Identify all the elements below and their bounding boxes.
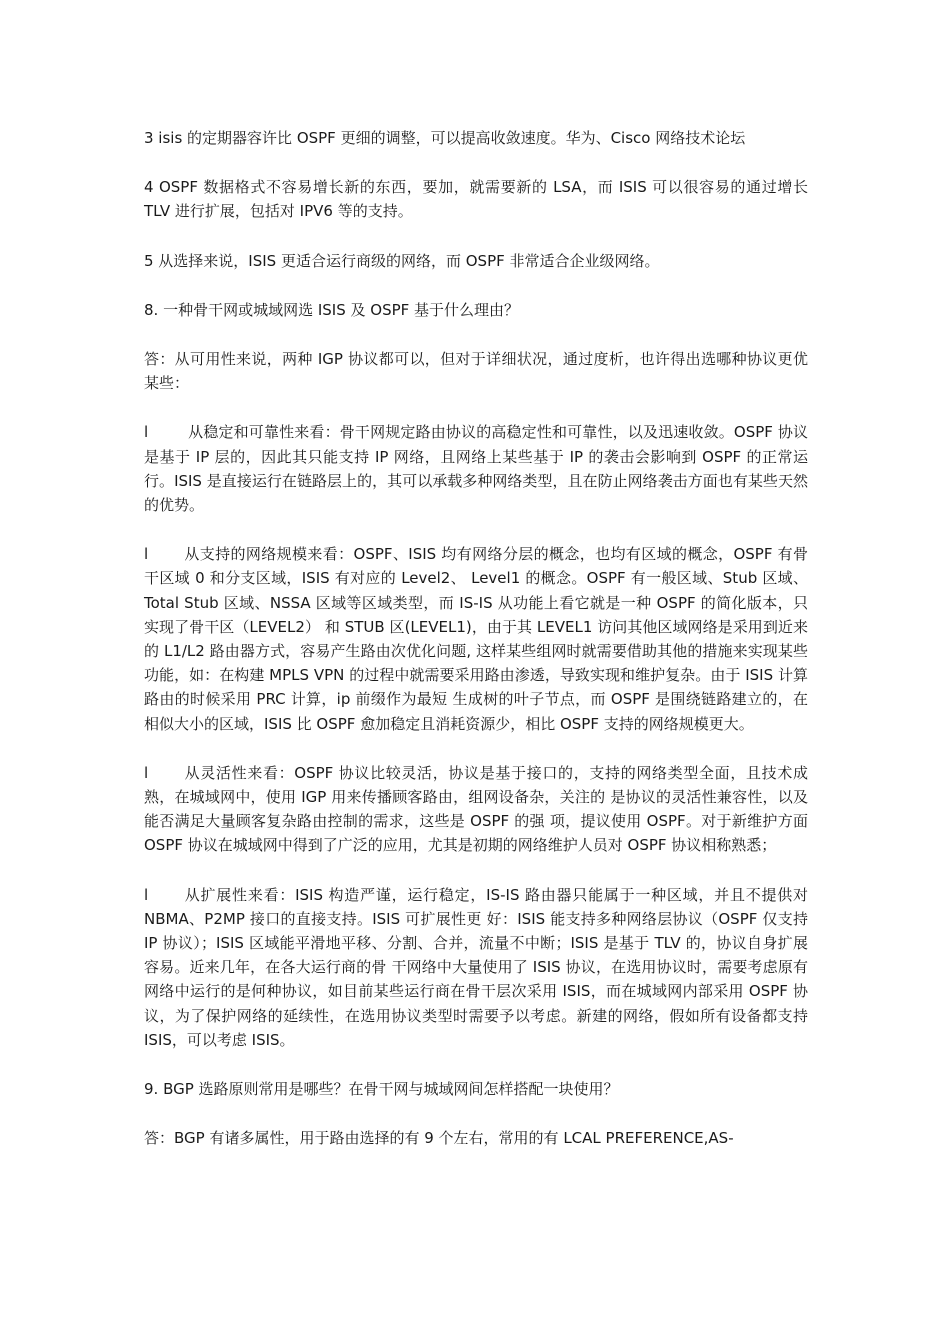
answer-9: 答：BGP 有诸多属性，用于路由选择的有 9 个左右，常用的有 LCAL PREFERENCE,AS-: [144, 1129, 734, 1148]
bullet-marker: l: [144, 763, 149, 782]
bullet-extensibility: [144, 883, 808, 1052]
bullet-marker: l: [144, 885, 149, 904]
bullet-marker: l: [144, 545, 149, 564]
paragraph-isis-timers: 3 isis 的定期器容许比 OSPF 更细的调整，可以提高收敛速度。华为、Cisco 网络技术论坛: [144, 129, 746, 147]
question-9: 9. BGP 选路原则常用是哪些？在骨干网与城域网间怎样搭配一块使用？: [144, 1080, 619, 1099]
bullet-flexibility: [144, 761, 808, 858]
bullet-text: 从支持的网络规模来看：OSPF、ISIS 均有网络分层的概念，也均有区域的概念，OSPF 有骨干区域 0 和分支区域，ISIS 有对应的 Level2、 Level1 的概念。OSPF 有一般区域、Stub 区域、Total Stub 区域、NSSA 区域等区域类型，而 IS-IS 从功能上看它就是一种 OSPF 的简化版本，只实现了骨干区（LEVEL2） 和 STUB 区(LEVEL1)，由于其 LEVEL1 访问其他区域网络是采用到近来的 L1/L2 路由器方式，容易产生路由次优化问题, 这样某些组网时就需要借助其他的措施来实现某些功能，如：在构建 MPLS VPN 的过程中就需要采用路由渗透，导致实现和维护复杂。由于 ISIS 计算路由的时候采用 PRC 计算，ip 前缀作为最短 生成树的叶子节点，而 OSPF 是围绕链路建立的，在相似大小的区域，ISIS 比 OSPF 愈加稳定且消耗资源少，相比 OSPF 支持的网络规模更大。: [144, 545, 808, 733]
bullet-stability: [144, 420, 808, 517]
paragraph-selection: 5 从选择来说，ISIS 更适合运行商级的网络，而 OSPF 非常适合企业级网络。: [144, 251, 660, 270]
paragraph-ospf-format: 4 OSPF 数据格式不容易增长新的东西，要加，就需要新的 LSA，而 ISIS 可以很容易的通过增长 TLV 进行扩展，包括对 IPV6 等的支持。: [144, 178, 808, 221]
bullet-text: 从扩展性来看：ISIS 构造严谨，运行稳定，IS-IS 路由器只能属于一种区域，并且不提供对 NBMA、P2MP 接口的直接支持。ISIS 可扩展性更 好：ISIS 能支持多种网络层协议（OSPF 仅支持 IP 协议）；ISIS 区域能平滑地平移、分割、合并，流量不中断；ISIS 是基于 TLV 的，协议自身扩展容易。近来几年，在各大运行商的骨 干网络中大量使用了 ISIS 协议，在选用协议时，需要考虑原有网络中运行的是何种协议，如目前某些运行商在骨干层次采用 ISIS，而在城域网内部采用 OSPF 协议，为了保护网络的延续性，在选用协议类型时需要予以考虑。新建的网络，假如所有设备都支持 ISIS，可以考虑 ISIS。: [144, 885, 808, 1049]
answer-8: 答：从可用性来说，两种 IGP 协议都可以，但对于详细状况，通过度析，也许得出选哪种协议更优某些：: [144, 350, 808, 393]
bullet-text: 从稳定和可靠性来看：骨干网规定路由协议的高稳定性和可靠性，以及迅速收敛。OSPF 协议是基于 IP 层的，因此其只能支持 IP 网络，且网络上某些基于 IP 的袭击会影响到 OSPF 的正常运行。ISIS 是直接运行在链路层上的，其可以承载多种网络类型，且在防止网络袭击方面也有某些天然的优势。: [144, 423, 808, 515]
question-8: 8. 一种骨干网或城域网选 ISIS 及 OSPF 基于什么理由？: [144, 300, 520, 319]
bullet-scale: [144, 542, 808, 736]
document-page: [144, 126, 808, 1151]
bullet-marker: l: [144, 423, 149, 442]
bullet-text: 从灵活性来看：OSPF 协议比较灵活，协议是基于接口的，支持的网络类型全面，且技术成熟，在城域网中，使用 IGP 用来传播顾客路由，组网设备杂，关注的 是协议的灵活性兼容性，以及能否满足大量顾客复杂路由控制的需求，这些是 OSPF 的强 项，提议使用 OSPF。对于新维护方面 OSPF 协议在城域网中得到了广泛的应用，尤其是初期的网络维护人员对 OSPF 协议相称熟悉；: [144, 763, 808, 855]
